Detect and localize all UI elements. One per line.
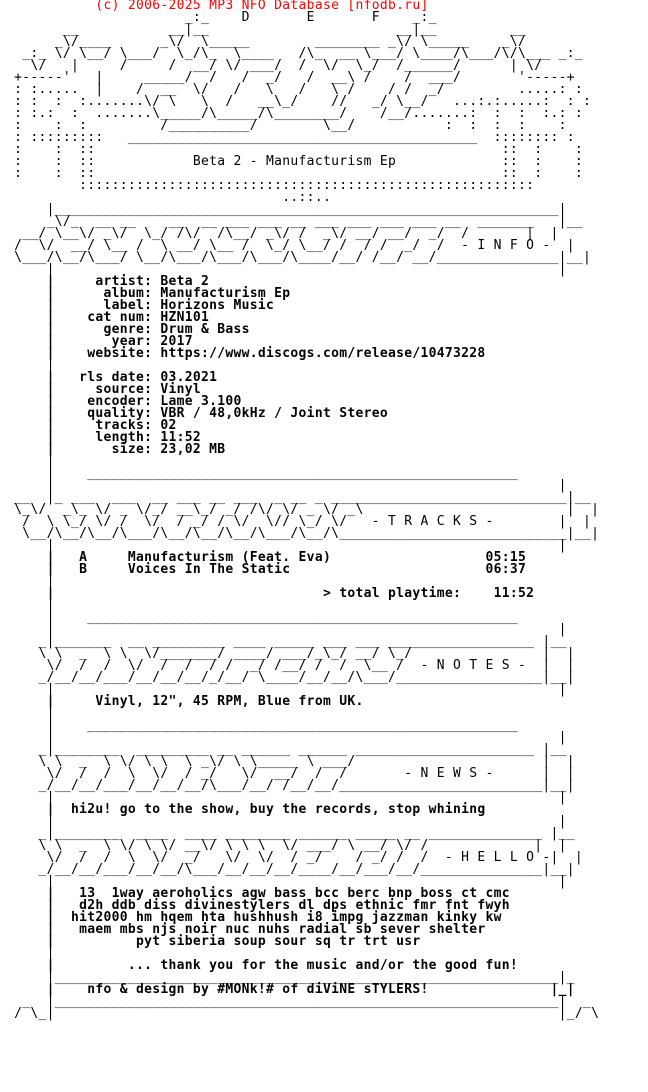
art-line: _ |______________________________________________________________| _ [6,994,592,1009]
art-line: \/ / / \ \/ _/ \/ \/ / _/ / _/ / / - H E L L O -| | [6,850,583,865]
art-line: _:_ \/ \__/ \___/ \_/\_ \____ /\_ __ \___/ \____/\___/\/\___ _:_ [6,46,583,61]
art-line: _/__/__/___/__/__/__/_/__/ \____/__/__/\___/__________________|__| [6,670,575,685]
art-line: __ |_ ___ ___ __ ___ __ ___ _ __ _ _____________________________|__ [6,490,592,505]
field-line: | website: https://www.discogs.com/release/10473228 [6,346,486,361]
art-line: \___/\__/\___/ \__/\___/\___/\___/\____/__/ /__/ __/_______________|__| [6,250,592,265]
art-line: |______________________________________________________________| [6,202,567,217]
art-line: | [6,454,55,469]
art-line: | | [6,538,567,553]
field-line: | artist: Beta 2 [6,274,210,289]
art-line: | | [6,622,567,637]
art-line: \ \ _ \ \ \/_______/ ____/ ___/_\_/ __/ \_/ | | [6,646,575,661]
art-line: | | [6,262,567,277]
track-line: | B Voices In The Static 06:37 [6,562,527,577]
track-line: | > total playtime: 11:52 [6,586,535,601]
field-line: | Vinyl, 12", 45 RPM, Blue from UK. [6,694,364,709]
art-line: : : :: Beta 2 - Manufacturism Ep :: : : [6,154,583,169]
art-line: | | [6,790,567,805]
field-line: | ... thank you for the music and/or the good fun! [6,958,518,973]
art-line: : : :: :: : : [6,166,583,181]
art-line: \ \ _ \ \/ \ \ \ _\/ \ \_____ \ ___/ | | [6,754,575,769]
field-line: | label: Horizons Music [6,298,275,313]
art-line: | [6,598,55,613]
art-line: | _____________________________________________________ [6,466,518,481]
art-line: | | [6,874,567,889]
field-line: | size: 23,02 MB [6,442,226,457]
art-line: \ \ _ \ \/ \ \/ __\/ \ \ \ \/ ___/ \ __/ \/ / | | [6,838,567,853]
field-line: | genre: Drum & Bass [6,322,250,337]
track-line: | A Manufacturism (Feat. Eva) 05:15 [6,550,527,565]
art-line: | | [6,814,567,829]
art-line: \/ / / \ \/ / _/ \/ __/ / / - N E W S - | | [6,766,575,781]
art-line: | | [6,730,567,745]
art-line: \/ / / \/ / / / / _/ /__/ / / \__ / - N O T E S - | | [6,658,575,673]
art-line: | _____________________________________________________ [6,718,518,733]
field-line: | cat num: HZN101 [6,310,210,325]
art-line: | | [6,682,567,697]
field-line: | 13 1way aeroholics agw bass bcc berc bnp boss ct cmc [6,886,510,901]
art-line: :::::::::::::::::::::::::::::::::::::::::::::::::::::::: [6,178,535,193]
art-line: ..::.. [6,190,332,205]
field-line: | maem mbs njs noir nuc nuhs radial sb sever shelter [6,922,486,937]
field-line: | rls date: 03.2021 [6,370,218,385]
art-line: _|________ ____ ____ ________ ______ _____ __ ______________ |__ [6,826,575,841]
field-line: | nfo & design by #MONk!# of diViNE sTYLERS! |_| [6,982,575,997]
art-line: |______________________________________________________________|_ [6,970,575,985]
field-line: | tracks: 02 [6,418,177,433]
header-line: (c) 2006-2025 MP3 NFO Database [nfodb.ru] [6,0,429,13]
art-line: _\/_ __ __ __ __ ___ ___ __ ___ ___ ___ ___ __ _______ |__ [6,214,583,229]
art-line: _/__/__/___/__/__/\___/__/__/__/____/__/___/__/_______________|__| [6,862,575,877]
field-line: | hi2u! go to the show, buy the records, stop whining [6,802,486,817]
art-line: : ::::::::: ___________________________________________ :::::::: : [6,130,575,145]
field-line: | quality: VBR / 48,0kHz / Joint Stereo [6,406,388,421]
art-line: \__/\__/\__/\___/\__/\__/\__/\___/\__/\____________________________|__| [6,526,600,541]
art-line: __/ \__\/ _\/ \_/ /\/ /\__/ _\/ / _\/ __/ __/ _/ / | | [6,226,559,241]
art-line: | _____________________________________________________ [6,610,518,625]
art-line: | [6,946,55,961]
art-line: : :..... | / __ \/ / \ / \ / / / _/ .....: : [6,82,583,97]
field-line: | length: 11:52 [6,430,202,445]
art-line: \_\/ _\_ \/ _ \/_/ __\_/ _/ /\/ \/ _ \/ _\ | | [6,502,600,517]
art-line: : :.: : .......\_____/\_____/\________/ /__/.......: : : :.: : [6,106,583,121]
art-line: | | [6,478,567,493]
art-line: : : :: :: : : [6,142,583,157]
art-line: : : : /__________/ \__/ : : : : : [6,118,567,133]
field-line: | hit2000 hm hqem hta hushhush i8 impg jazzman kinky kw [6,910,502,925]
field-line: | pyt siberia soup sour sq tr trt usr [6,934,421,949]
art-line: / \_| |_/ \ [6,1006,600,1021]
art-line: / \ \_/ \/ / \/ / _/ / \/ \// \_/ \/ - T R A C K S - | | [6,514,592,529]
art-line: _|________ _________ __ ______ ______ ______________________ |__ [6,742,567,757]
art-line: +-----' | _____/ / / _/ / __\ / / ___/ '-----+ [6,70,575,85]
art-line: | [6,706,55,721]
art-line: _/__/__/___/__/__/__/\___/__/ /__/__/_________________________|__| [6,778,575,793]
art-line: : : : :.......\/ \ \ / __\_/ // _/ \__/ ...:.:.....: : : [6,94,592,109]
art-line: / \/ __/ \__ / \ __/ \__ / \_/ \__/ / / / _/ / - I N F O - | [6,238,575,253]
art-line: _|_______ __ _________ ____ _____ ___ ___ __________________ |__ [6,634,567,649]
field-line: | year: 2017 [6,334,193,349]
field-line: | d2h ddb diss divinestylers dl dps ethnic fmr fnt fwyh [6,898,510,913]
art-line: _\/____ _\/ \_____ ________ _\/ \_____ _\/ [6,34,527,49]
field-line: | source: Vinyl [6,382,202,397]
field-line: | album: Manufacturism Ep [6,286,291,301]
art-line: __ __|__ __|__ __ [6,22,527,37]
art-line: \/ | / / __/ \/ ___/ / \/ \_/ /______/ | \/ [6,58,543,73]
field-line: | encoder: Lame 3.100 [6,394,242,409]
art-line: | [6,358,55,373]
art-line: | [6,574,55,589]
art-line: _:_ D E F _:_ [6,10,437,25]
